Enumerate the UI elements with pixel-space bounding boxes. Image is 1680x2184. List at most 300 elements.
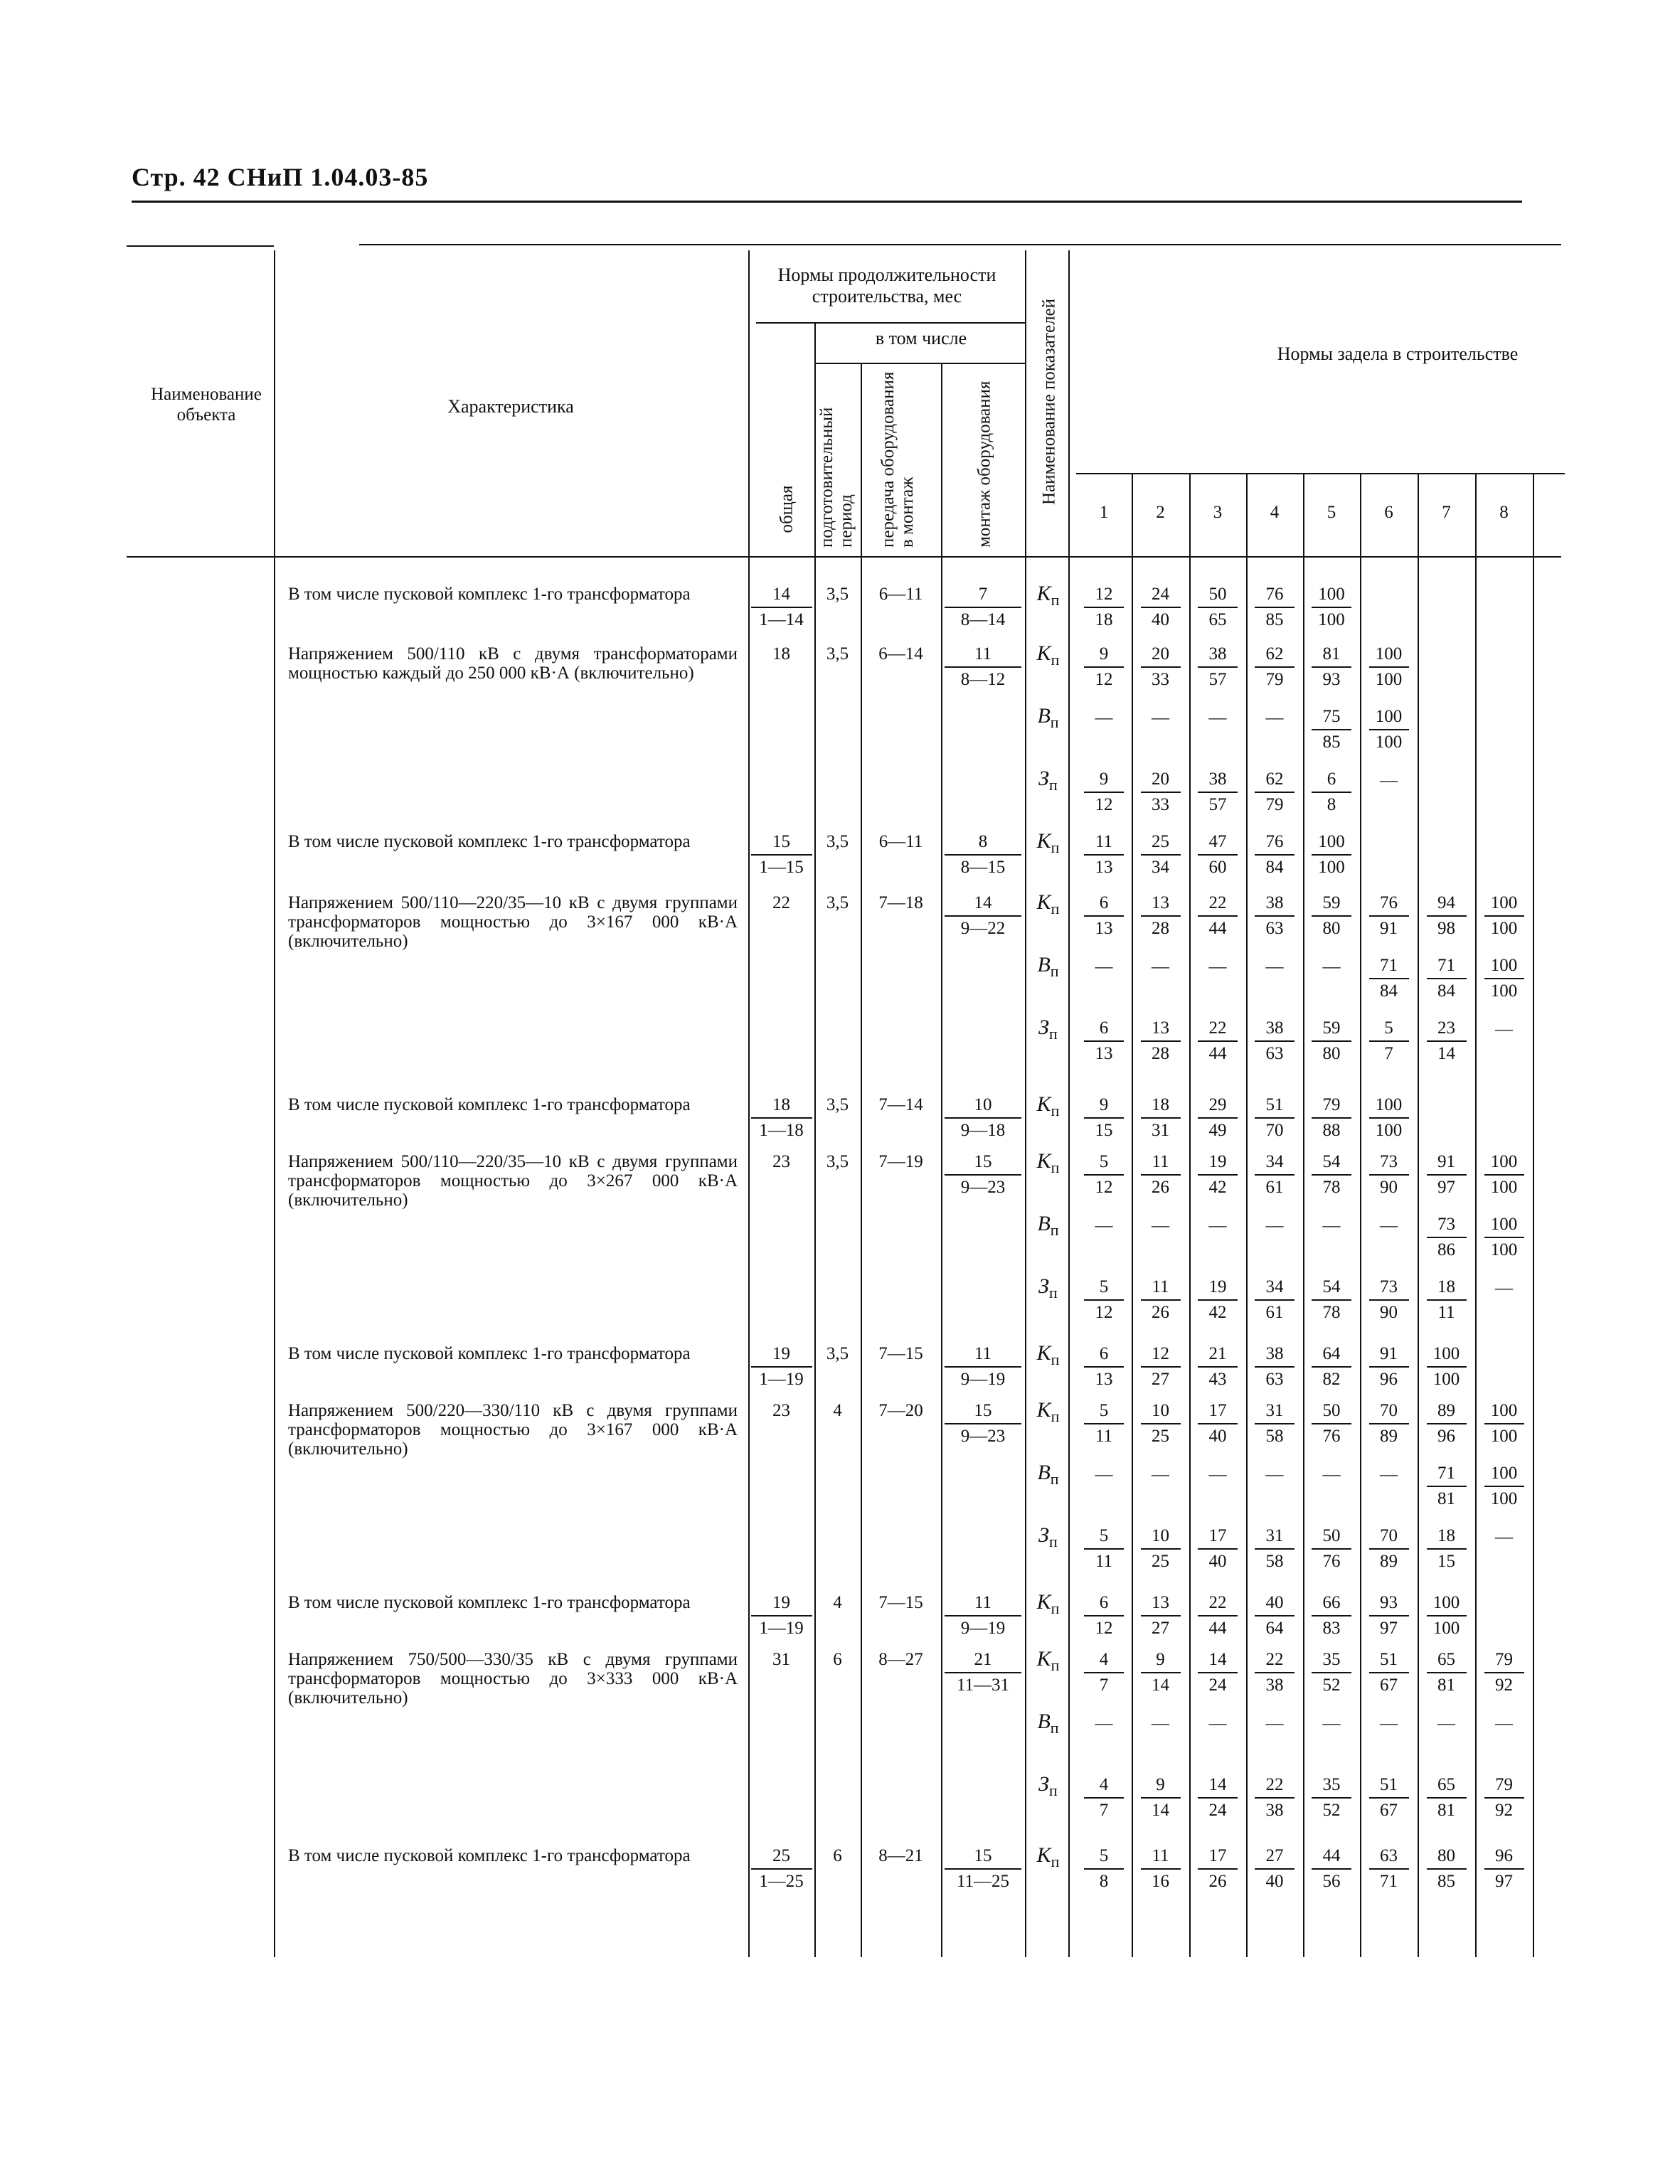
- denominator: 28: [1152, 919, 1169, 938]
- backlog-dash: —: [1208, 708, 1227, 728]
- numerator: 100: [1490, 1401, 1518, 1420]
- numerator: 25: [772, 1846, 790, 1865]
- col-line-month: [1132, 473, 1133, 1957]
- backlog-value: [1141, 1526, 1181, 1572]
- col-line-object: [274, 250, 275, 1957]
- numerator: 31: [1265, 1526, 1284, 1545]
- numerator: 19: [772, 1344, 790, 1363]
- denominator: 1—19: [759, 1619, 804, 1638]
- backlog-value: [1084, 1526, 1124, 1572]
- denominator: 61: [1265, 1178, 1284, 1197]
- numerator: 70: [1380, 1401, 1398, 1420]
- indicator-subscript: п: [1051, 651, 1060, 668]
- backlog-value: [1427, 1018, 1467, 1064]
- backlog-value: [1198, 1344, 1238, 1390]
- backlog-value: [1484, 1775, 1524, 1821]
- backlog-value: [1369, 1650, 1409, 1695]
- backlog-value: [1198, 1775, 1238, 1821]
- numerator: 13: [1152, 1593, 1169, 1612]
- backlog-value: [1369, 1152, 1409, 1198]
- numerator: 91: [1380, 1344, 1398, 1363]
- numerator: 6: [1099, 1018, 1109, 1038]
- numerator: 14: [1208, 1650, 1227, 1669]
- numerator: 10: [974, 1095, 992, 1114]
- backlog-value: [1369, 1018, 1409, 1064]
- denominator: 65: [1208, 610, 1227, 629]
- backlog-value: [1369, 893, 1409, 939]
- numerator: 50: [1322, 1526, 1341, 1545]
- indicator-symbol: $К_п$: [1036, 1149, 1060, 1176]
- backlog-value: [1427, 1215, 1467, 1260]
- numerator: 29: [1208, 1095, 1227, 1114]
- denominator: 71: [1380, 1872, 1398, 1891]
- total-duration: 23: [772, 1401, 790, 1420]
- total-duration: [751, 832, 812, 878]
- numerator: 89: [1437, 1401, 1455, 1420]
- numerator: 38: [1265, 893, 1284, 912]
- denominator: 38: [1265, 1676, 1284, 1695]
- preparatory-period: 6: [833, 1846, 842, 1865]
- header-duration-norms: Нормы продолжительности строительства, мес: [777, 265, 996, 307]
- backlog-value: [1427, 1593, 1467, 1639]
- backlog-value: [1198, 1401, 1238, 1447]
- backlog-value: [1198, 832, 1238, 878]
- numerator: 47: [1208, 832, 1227, 851]
- denominator: 67: [1380, 1676, 1398, 1695]
- backlog-value: [1141, 1775, 1181, 1821]
- backlog-dash: —: [1265, 708, 1284, 728]
- row-characteristic: В том числе пусковой комплекс 1-го трансформатора: [288, 1344, 691, 1363]
- numerator: 11: [1152, 1846, 1169, 1865]
- numerator: 91: [1437, 1152, 1455, 1171]
- numerator: 73: [1380, 1152, 1398, 1171]
- indicator-subscript: п: [1050, 1470, 1059, 1488]
- backlog-value: [1312, 1526, 1351, 1572]
- numerator: 100: [1490, 1464, 1518, 1483]
- denominator: 81: [1437, 1489, 1455, 1508]
- backlog-value: [1255, 1401, 1294, 1447]
- numerator: 5: [1384, 1018, 1393, 1038]
- installation-period: [945, 1593, 1021, 1639]
- handover-period: 7—15: [878, 1344, 923, 1363]
- backlog-dash: —: [1322, 957, 1341, 976]
- denominator: 78: [1322, 1178, 1341, 1197]
- denominator: 100: [1490, 919, 1518, 938]
- denominator: 79: [1265, 795, 1284, 814]
- backlog-dash: —: [1380, 1465, 1398, 1484]
- backlog-value: [1484, 956, 1524, 1001]
- denominator: 24: [1208, 1676, 1227, 1695]
- backlog-dash: —: [1437, 1714, 1455, 1733]
- header-total: общая: [777, 485, 797, 533]
- denominator: 85: [1322, 733, 1341, 752]
- numerator: 19: [1208, 1277, 1227, 1296]
- backlog-value: [1427, 1277, 1467, 1323]
- backlog-value: [1484, 1152, 1524, 1198]
- denominator: 63: [1265, 1370, 1284, 1389]
- denominator: 82: [1322, 1370, 1341, 1389]
- denominator: 52: [1322, 1676, 1341, 1695]
- denominator: 93: [1322, 670, 1341, 689]
- handover-period: 7—18: [878, 893, 923, 912]
- numerator: 5: [1099, 1401, 1109, 1420]
- numerator: 5: [1099, 1526, 1109, 1545]
- numerator: 4: [1099, 1650, 1109, 1669]
- denominator: 85: [1265, 610, 1284, 629]
- denominator: 100: [1490, 1427, 1518, 1446]
- indicator-subscript: п: [1051, 1102, 1060, 1119]
- denominator: 81: [1437, 1676, 1455, 1695]
- denominator: 52: [1322, 1801, 1341, 1820]
- col-line-month: [1418, 473, 1419, 1957]
- denominator: 80: [1322, 1044, 1341, 1063]
- denominator: 7: [1099, 1676, 1109, 1695]
- total-duration: [751, 585, 812, 630]
- numerator: 51: [1265, 1095, 1284, 1114]
- handover-period: 7—20: [878, 1401, 923, 1420]
- backlog-dash: —: [1208, 957, 1227, 976]
- numerator: 79: [1495, 1775, 1513, 1794]
- preparatory-period: 3,5: [826, 644, 849, 664]
- backlog-value: [1312, 1095, 1351, 1141]
- denominator: 63: [1265, 1044, 1284, 1063]
- denominator: 8—14: [960, 610, 1006, 629]
- indicator-symbol: $К_п$: [1036, 1398, 1060, 1425]
- numerator: 13: [1152, 893, 1169, 912]
- indicator-symbol: $З_п$: [1038, 1523, 1058, 1550]
- backlog-value: [1141, 1095, 1181, 1141]
- numerator: 11: [1152, 1277, 1169, 1296]
- preparatory-period: 3,5: [826, 1152, 849, 1171]
- denominator: 92: [1495, 1676, 1513, 1695]
- row-characteristic: В том числе пусковой комплекс 1-го трансформатора: [288, 1095, 691, 1114]
- numerator: 14: [1208, 1775, 1227, 1794]
- backlog-value: [1141, 1344, 1181, 1390]
- installation-period: [945, 1846, 1021, 1892]
- backlog-dash: —: [1152, 1216, 1169, 1235]
- numerator: 6: [1099, 893, 1109, 912]
- backlog-value: [1312, 1152, 1351, 1198]
- denominator: 11: [1095, 1427, 1113, 1446]
- numerator: 54: [1322, 1152, 1341, 1171]
- backlog-value: [1255, 1344, 1294, 1390]
- denominator: 100: [1318, 858, 1345, 877]
- backlog-dash: —: [1265, 1465, 1284, 1484]
- numerator: 40: [1265, 1593, 1284, 1612]
- denominator: 61: [1265, 1303, 1284, 1322]
- backlog-value: [1369, 1401, 1409, 1447]
- backlog-value: [1484, 1401, 1524, 1447]
- denominator: 14: [1437, 1044, 1455, 1063]
- numerator: 100: [1432, 1344, 1460, 1363]
- handover-period: 6—14: [878, 644, 923, 664]
- denominator: 9—23: [960, 1178, 1006, 1197]
- backlog-value: [1312, 1650, 1351, 1695]
- denominator: 31: [1152, 1121, 1169, 1140]
- backlog-dash: —: [1208, 1465, 1227, 1484]
- indicator-symbol: $З_п$: [1038, 1772, 1058, 1799]
- header-handover: передача оборудования в монтаж: [878, 371, 917, 548]
- denominator: 90: [1380, 1303, 1398, 1322]
- backlog-value: [1141, 1401, 1181, 1447]
- backlog-value: [1427, 1152, 1467, 1198]
- denominator: 14: [1152, 1801, 1169, 1820]
- backlog-value: [1427, 893, 1467, 939]
- backlog-value: [1198, 1152, 1238, 1198]
- indicator-subscript: п: [1051, 838, 1060, 856]
- numerator: 23: [1437, 1018, 1455, 1038]
- numerator: 22: [1208, 1018, 1227, 1038]
- numerator: 15: [772, 832, 790, 851]
- numerator: 5: [1099, 1277, 1109, 1296]
- numerator: 71: [1437, 1464, 1455, 1483]
- indicator-symbol: $К_п$: [1036, 582, 1060, 609]
- header-rule: [132, 201, 1522, 203]
- denominator: 9—18: [960, 1121, 1006, 1140]
- numerator: 38: [1265, 1018, 1284, 1038]
- backlog-value: [1198, 1277, 1238, 1323]
- backlog-dash: —: [1152, 1465, 1169, 1484]
- denominator: 100: [1375, 733, 1403, 752]
- denominator: 13: [1095, 1044, 1113, 1063]
- denominator: 9—23: [960, 1427, 1006, 1446]
- backlog-value: [1084, 1018, 1124, 1064]
- backlog-value: [1198, 644, 1238, 690]
- denominator: 83: [1322, 1619, 1341, 1638]
- header-object-name: Наименование объекта: [151, 385, 262, 425]
- denominator: 91: [1380, 919, 1398, 938]
- header-month: 8: [1499, 503, 1509, 522]
- denominator: 28: [1152, 1044, 1169, 1063]
- backlog-value: [1084, 585, 1124, 630]
- col-line-preparatory: [861, 363, 862, 1957]
- denominator: 98: [1437, 919, 1455, 938]
- backlog-value: [1141, 585, 1181, 630]
- denominator: 100: [1490, 1178, 1518, 1197]
- installation-period: [945, 1650, 1021, 1695]
- handover-period: 8—27: [878, 1650, 923, 1669]
- header-preparatory: подготовительный период: [817, 407, 856, 548]
- denominator: 9—22: [960, 919, 1006, 938]
- header-month: 5: [1327, 503, 1336, 522]
- denominator: 12: [1095, 1303, 1113, 1322]
- numerator: 6: [1099, 1344, 1109, 1363]
- backlog-dash: —: [1265, 957, 1284, 976]
- numerator: 73: [1437, 1215, 1455, 1234]
- numerator: 93: [1380, 1593, 1398, 1612]
- numerator: 4: [1099, 1775, 1109, 1794]
- indicator-subscript: п: [1051, 1158, 1060, 1176]
- indicator-subscript: п: [1049, 776, 1058, 794]
- denominator: 15: [1437, 1552, 1455, 1571]
- indicator-subscript: п: [1049, 1781, 1058, 1799]
- header-month: 1: [1099, 503, 1109, 522]
- numerator: 17: [1208, 1526, 1227, 1545]
- preparatory-period: 6: [833, 1650, 842, 1669]
- backlog-dash: —: [1495, 1528, 1513, 1547]
- indicator-symbol: $З_п$: [1038, 1274, 1058, 1301]
- preparatory-period: 4: [833, 1401, 842, 1420]
- numerator: 64: [1322, 1344, 1341, 1363]
- denominator: 33: [1152, 670, 1169, 689]
- numerator: 7: [978, 585, 988, 604]
- numerator: 9: [1099, 1095, 1109, 1114]
- denominator: 14: [1152, 1676, 1169, 1695]
- numerator: 76: [1380, 893, 1398, 912]
- header-month: 6: [1384, 503, 1393, 522]
- numerator: 25: [1152, 832, 1169, 851]
- numerator: 44: [1322, 1846, 1341, 1865]
- backlog-value: [1255, 644, 1294, 690]
- denominator: 100: [1490, 981, 1518, 1001]
- backlog-dash: —: [1152, 1714, 1169, 1733]
- installation-period: [945, 1095, 1021, 1141]
- backlog-value: [1255, 832, 1294, 878]
- total-duration: 23: [772, 1152, 790, 1171]
- backlog-value: [1427, 1775, 1467, 1821]
- backlog-value: [1141, 644, 1181, 690]
- backlog-value: [1484, 1464, 1524, 1509]
- numerator: 6: [1099, 1593, 1109, 1612]
- backlog-value: [1312, 1018, 1351, 1064]
- backlog-dash: —: [1208, 1714, 1227, 1733]
- denominator: 27: [1152, 1619, 1169, 1638]
- denominator: 97: [1495, 1872, 1513, 1891]
- handover-period: 6—11: [878, 585, 923, 604]
- numerator: 17: [1208, 1846, 1227, 1865]
- backlog-value: [1084, 769, 1124, 815]
- installation-period: [945, 1152, 1021, 1198]
- indicator-symbol: $В_п$: [1037, 1212, 1059, 1239]
- denominator: 84: [1265, 858, 1284, 877]
- denominator: 13: [1095, 1370, 1113, 1389]
- backlog-value: [1427, 1526, 1467, 1572]
- backlog-value: [1084, 1401, 1124, 1447]
- denominator: 40: [1208, 1552, 1227, 1571]
- backlog-value: [1141, 1152, 1181, 1198]
- indicator-subscript: п: [1051, 900, 1060, 917]
- numerator: 38: [1208, 769, 1227, 789]
- backlog-dash: —: [1265, 1216, 1284, 1235]
- indicator-symbol: $К_п$: [1036, 890, 1060, 917]
- denominator: 1—19: [759, 1370, 804, 1389]
- numerator: 11: [1095, 832, 1113, 851]
- backlog-value: [1084, 1152, 1124, 1198]
- denominator: 100: [1432, 1370, 1460, 1389]
- total-duration: [751, 1344, 812, 1390]
- denominator: 1—15: [759, 858, 804, 877]
- row-characteristic: В том числе пусковой комплекс 1-го трансформатора: [288, 1593, 691, 1612]
- numerator: 8: [978, 832, 988, 851]
- indicator-symbol: $К_п$: [1036, 1341, 1060, 1368]
- handover-period: 8—21: [878, 1846, 923, 1865]
- backlog-value: [1312, 1846, 1351, 1892]
- numerator: 35: [1322, 1650, 1341, 1669]
- numerator: 10: [1152, 1401, 1169, 1420]
- backlog-value: [1255, 1775, 1294, 1821]
- table-top-rule: [127, 245, 274, 247]
- denominator: 100: [1490, 1240, 1518, 1259]
- backlog-value: [1255, 769, 1294, 815]
- backlog-value: [1312, 585, 1351, 630]
- indicator-subscript: п: [1050, 1221, 1059, 1239]
- denominator: 100: [1318, 610, 1345, 629]
- numerator: 34: [1265, 1152, 1284, 1171]
- numerator: 11: [974, 1344, 992, 1363]
- numerator: 18: [1437, 1277, 1455, 1296]
- backlog-value: [1198, 1095, 1238, 1141]
- indicator-subscript: п: [1050, 962, 1059, 980]
- indicator-symbol: $З_п$: [1038, 1016, 1058, 1043]
- numerator: 22: [1208, 1593, 1227, 1612]
- numerator: 11: [1152, 1152, 1169, 1171]
- backlog-dash: —: [1495, 1279, 1513, 1298]
- numerator: 19: [1208, 1152, 1227, 1171]
- backlog-value: [1427, 956, 1467, 1001]
- indicator-symbol: $З_п$: [1038, 767, 1058, 794]
- denominator: 89: [1380, 1427, 1398, 1446]
- numerator: 14: [772, 585, 790, 604]
- backlog-value: [1198, 1846, 1238, 1892]
- header-backlog-norms: Нормы задела в строительстве: [1277, 343, 1519, 364]
- indicator-symbol: $К_п$: [1036, 1647, 1060, 1674]
- numerator: 79: [1322, 1095, 1341, 1114]
- denominator: 84: [1437, 981, 1455, 1001]
- backlog-value: [1198, 1650, 1238, 1695]
- numerator: 38: [1265, 1344, 1284, 1363]
- denominator: 11—31: [956, 1676, 1010, 1695]
- backlog-value: [1141, 1650, 1181, 1695]
- total-duration: 18: [772, 644, 790, 664]
- sub-header-rule: [756, 322, 1025, 324]
- denominator: 97: [1380, 1619, 1398, 1638]
- numerator: 76: [1265, 832, 1284, 851]
- numerator: 66: [1322, 1593, 1341, 1612]
- denominator: 25: [1152, 1552, 1169, 1571]
- preparatory-period: 3,5: [826, 1095, 849, 1114]
- backlog-dash: —: [1152, 957, 1169, 976]
- denominator: 79: [1265, 670, 1284, 689]
- backlog-value: [1312, 1277, 1351, 1323]
- indicator-symbol: $В_п$: [1037, 1461, 1059, 1488]
- installation-period: [945, 644, 1021, 690]
- numerator: 50: [1322, 1401, 1341, 1420]
- numerator: 79: [1495, 1650, 1513, 1669]
- backlog-value: [1084, 832, 1124, 878]
- numerator: 18: [1152, 1095, 1169, 1114]
- numerator: 9: [1156, 1775, 1165, 1794]
- numerator: 12: [1152, 1344, 1169, 1363]
- denominator: 92: [1495, 1801, 1513, 1820]
- row-characteristic: Напряжением 500/110 кВ с двумя трансформаторами мощностью каждый до 250 000 кВ·А (включительно): [288, 644, 738, 683]
- numerator: 17: [1208, 1401, 1227, 1420]
- denominator: 96: [1380, 1370, 1398, 1389]
- backlog-value: [1369, 1344, 1409, 1390]
- backlog-value: [1312, 1344, 1351, 1390]
- numerator: 19: [772, 1593, 790, 1612]
- indicator-subscript: п: [1051, 591, 1060, 609]
- numerator: 100: [1375, 707, 1403, 726]
- denominator: 57: [1208, 795, 1227, 814]
- denominator: 78: [1322, 1303, 1341, 1322]
- numerator: 12: [1095, 585, 1113, 604]
- denominator: 42: [1208, 1178, 1227, 1197]
- numerator: 21: [1208, 1344, 1227, 1363]
- backlog-dash: —: [1380, 1216, 1398, 1235]
- indicator-subscript: п: [1051, 1351, 1060, 1368]
- backlog-value: [1084, 1775, 1124, 1821]
- numerator: 51: [1380, 1650, 1398, 1669]
